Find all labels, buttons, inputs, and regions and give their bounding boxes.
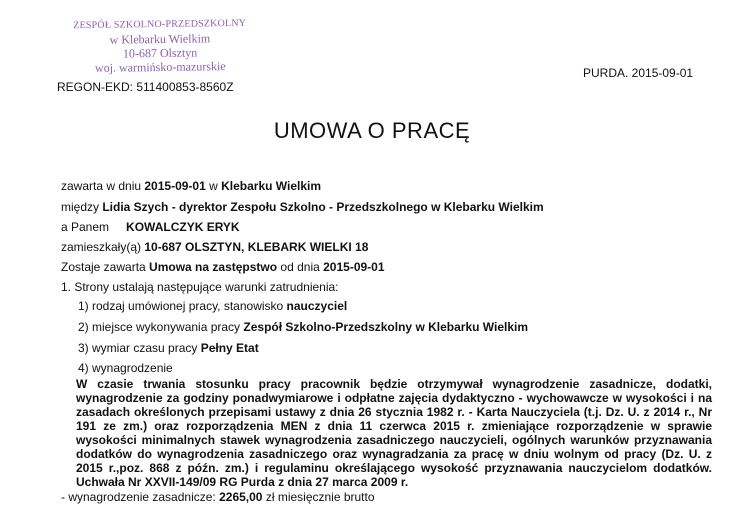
term-1: 1) rodzaj umówionej pracy, stanowisko nauczyciel xyxy=(78,299,348,313)
contract-start-date: 2015-09-01 xyxy=(323,260,385,274)
salary-paragraph: W czasie trwania stosunku pracy pracownik będzie otrzymywał wynagrodzenie zasadnicze, dodatki, wynagrodzenie za godziny ponadwymiarowe i odpłatne zajęcia dydaktyczno - wychowawcze w wysokości i na zasadach określonych przepisami ustawy z dnia 26 stycznia 1982 r. - Karta Nauczyciela (t.j. Dz. U. z 2014 r., Nr 191 ze zm.) oraz rozporządzenia MEN z dnia 11 czerwca 2015 r. zmieniające rozporządzenie w sprawie wysokości minimalnych stawek wynagrodzenia zasadniczego nauczycieli, ogólnych warunków przyznawania dodatków do wynagrodzenia zasadniczego oraz wynagradzania za pracę w dniu wolnym od pracy (Dz. U. z 2015 r.,poz. 868 z późn. zm.) i regulaminu określającego wysokość przyznawania nauczycielom dodatków. Uchwała Nr XXVII-149/09 RG Purda z dnia 27 marca 2009 r. xyxy=(76,377,712,489)
contract-type-line: Zostaje zawarta Umowa na zastępstwo od dnia 2015-09-01 xyxy=(61,260,385,274)
between-line: między Lidia Szych - dyrektor Zespołu Szkolno - Przedszkolnego w Klebarku Wielkim xyxy=(61,200,544,214)
employee-name: KOWALCZYK ERYK xyxy=(126,220,240,234)
concluded-place: Klebarku Wielkim xyxy=(221,179,322,193)
term-3: 3) wymiar czasu pracy Pełny Etat xyxy=(78,341,259,355)
regon-number: REGON-EKD: 511400853-8560Z xyxy=(57,80,234,94)
place-date: PURDA. 2015-09-01 xyxy=(583,66,694,80)
term-2: 2) miejsce wykonywania pracy Zespół Szkolno-Przedszkolny w Klebarku Wielkim xyxy=(78,320,529,334)
term-4: 4) wynagrodzenie xyxy=(78,361,173,375)
workplace: Zespół Szkolno-Przedszkolny w Klebarku Wielkim xyxy=(243,320,529,334)
base-salary-amount: 2265,00 xyxy=(219,490,263,504)
residence-address: 10-687 OLSZTYN, KLEBARK WIELKI 18 xyxy=(144,240,369,254)
position: nauczyciel xyxy=(286,299,348,313)
stamp-line-1: ZESPÓŁ SZKOLNO-PRZEDSZKOLNY xyxy=(73,17,247,32)
employer: Lidia Szych - dyrektor Zespołu Szkolno - Przedszkolnego w Klebarku Wielkim xyxy=(102,200,544,214)
stamp-line-4: woj. warmińsko-mazurskie xyxy=(94,59,226,75)
document-title: UMOWA O PRACĘ xyxy=(273,118,471,143)
stamp-line-3: 10-687 Olsztyn xyxy=(122,45,198,61)
working-time: Pełny Etat xyxy=(200,341,259,355)
base-salary-line: - wynagrodzenie zasadnicze: 2265,00 zł miesięcznie brutto xyxy=(61,490,375,504)
residence-line: zamieszkały(ą) 10-687 OLSZTYN, KLEBARK WIELKI 18 xyxy=(61,240,369,254)
concluded-date: 2015-09-01 xyxy=(144,179,206,193)
stamp-line-2: w Klebarku Wielkim xyxy=(109,31,211,47)
terms-intro: 1. Strony ustalają następujące warunki zatrudnienia: xyxy=(61,280,339,294)
employee-line: a Panem KOWALCZYK ERYK xyxy=(61,220,240,234)
concluded-line: zawarta w dniu 2015-09-01 w Klebarku Wielkim xyxy=(61,179,322,193)
contract-type: Umowa na zastępstwo xyxy=(149,260,278,274)
school-stamp xyxy=(72,17,249,75)
